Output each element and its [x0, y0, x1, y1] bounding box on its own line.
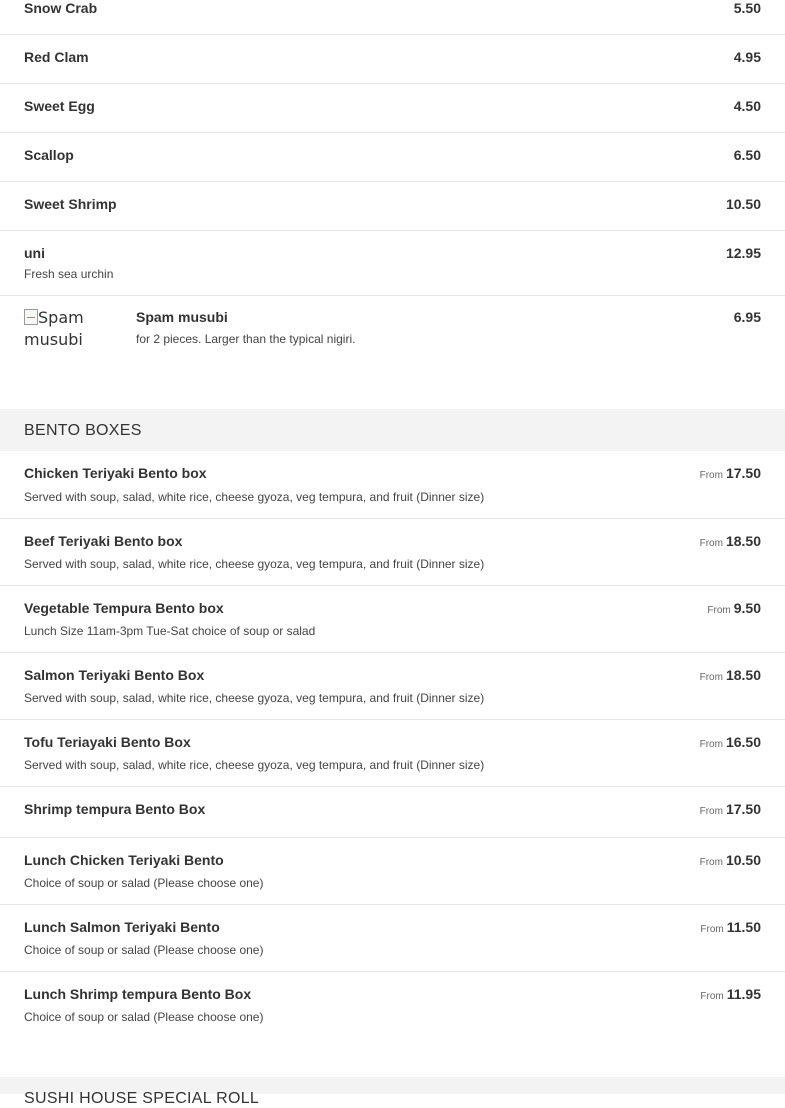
item-price — [700, 667, 761, 686]
from-label: From — [699, 470, 723, 481]
item-price — [700, 465, 761, 484]
item-description: Choice of soup or salad (Please choose one) — [24, 876, 264, 890]
price-value: 17.50 — [725, 465, 761, 481]
price-value: 18.50 — [725, 667, 761, 683]
item-price: 6.95 — [733, 309, 761, 325]
item-description: Served with soup, salad, white rice, cheese gyoza, veg tempura, and fruit (Dinner size) — [24, 691, 485, 705]
price-value: 18.50 — [725, 533, 761, 549]
item-name: Spam musubi — [136, 309, 228, 325]
price-value: 10.50 — [725, 852, 761, 868]
from-label: From — [699, 806, 723, 817]
item-image-alt: Spam musubi — [24, 308, 84, 349]
menu-item-vegetable-tempura-bento[interactable] — [0, 586, 785, 653]
item-description: for 2 pieces. Larger than the typical nigiri. — [136, 332, 356, 346]
price-value: 9.50 — [733, 600, 761, 616]
item-name: Tofu Teriayaki Bento Box — [24, 734, 191, 750]
item-description: Choice of soup or salad (Please choose one) — [24, 1010, 264, 1024]
item-name: Vegetable Tempura Bento box — [24, 600, 224, 616]
from-label: From — [699, 538, 723, 549]
item-description: Served with soup, salad, white rice, cheese gyoza, veg tempura, and fruit (Dinner size) — [24, 490, 485, 504]
item-description: Served with soup, salad, white rice, cheese gyoza, veg tempura, and fruit (Dinner size) — [24, 758, 485, 772]
item-price: 4.95 — [733, 49, 761, 65]
item-description: Served with soup, salad, white rice, cheese gyoza, veg tempura, and fruit (Dinner size) — [24, 557, 485, 571]
item-name: Shrimp tempura Bento Box — [24, 801, 206, 817]
item-price — [700, 919, 761, 938]
item-name: Scallop — [24, 147, 74, 163]
price-value: 16.50 — [725, 734, 761, 750]
from-label: From — [699, 672, 723, 683]
menu-item-sweet-egg[interactable] — [0, 84, 785, 133]
menu-item-snow-crab[interactable] — [0, 0, 785, 35]
item-image[interactable] — [24, 307, 116, 351]
menu-item-salmon-teriyaki-bento[interactable] — [0, 653, 785, 720]
menu-item-chicken-teriyaki-bento[interactable] — [0, 451, 785, 519]
item-name: Chicken Teriyaki Bento box — [24, 465, 207, 481]
item-name: Beef Teriyaki Bento box — [24, 533, 183, 549]
menu-item-tofu-teriyaki-bento[interactable] — [0, 720, 785, 787]
item-name: uni — [24, 245, 45, 261]
from-label: From — [707, 605, 731, 616]
item-price — [700, 533, 761, 552]
item-price — [707, 600, 761, 619]
item-price — [700, 986, 761, 1005]
section-header-bento-boxes — [0, 409, 785, 451]
item-price — [700, 801, 761, 820]
item-name: Lunch Salmon Teriyaki Bento — [24, 919, 220, 935]
from-label: From — [699, 739, 723, 750]
menu-item-scallop[interactable] — [0, 133, 785, 182]
price-value: 17.50 — [725, 801, 761, 817]
section-header-sushi-house-special-roll — [0, 1077, 785, 1107]
price-value: 11.95 — [726, 986, 761, 1002]
item-name: Sweet Shrimp — [24, 196, 117, 212]
menu-item-lunch-shrimp-tempura-bento[interactable] — [0, 972, 785, 1062]
item-name: Lunch Chicken Teriyaki Bento — [24, 852, 224, 868]
item-description: Lunch Size 11am-3pm Tue-Sat choice of soup or salad — [24, 624, 316, 638]
menu-item-uni[interactable] — [0, 231, 785, 296]
section-title: SUSHI HOUSE SPECIAL ROLL — [24, 1090, 260, 1107]
item-name: Salmon Teriyaki Bento Box — [24, 667, 205, 683]
item-name: Lunch Shrimp tempura Bento Box — [24, 986, 252, 1002]
item-name: Sweet Egg — [24, 98, 95, 114]
item-description: Fresh sea urchin — [24, 267, 114, 281]
price-value: 11.50 — [726, 919, 761, 935]
item-price: 6.50 — [733, 147, 761, 163]
item-price: 10.50 — [725, 196, 761, 212]
item-price: 12.95 — [725, 245, 761, 261]
item-price: 4.50 — [733, 98, 761, 114]
from-label: From — [700, 924, 724, 935]
menu-item-red-clam[interactable] — [0, 35, 785, 84]
from-label: From — [699, 857, 723, 868]
item-price — [700, 734, 761, 753]
item-name: Red Clam — [24, 49, 89, 65]
menu-item-shrimp-tempura-bento[interactable] — [0, 787, 785, 838]
broken-image-icon — [24, 309, 38, 325]
from-label: From — [700, 991, 724, 1002]
item-description: Choice of soup or salad (Please choose one) — [24, 943, 264, 957]
menu-item-beef-teriyaki-bento[interactable] — [0, 519, 785, 586]
item-price — [700, 852, 761, 871]
menu-item-lunch-salmon-teriyaki-bento[interactable] — [0, 905, 785, 972]
section-title: BENTO BOXES — [24, 422, 142, 439]
item-name: Snow Crab — [24, 0, 98, 16]
menu-item-spam-musubi[interactable] — [0, 296, 785, 396]
item-price: 5.50 — [733, 0, 761, 16]
menu-item-lunch-chicken-teriyaki-bento[interactable] — [0, 838, 785, 905]
menu-item-sweet-shrimp[interactable] — [0, 182, 785, 231]
